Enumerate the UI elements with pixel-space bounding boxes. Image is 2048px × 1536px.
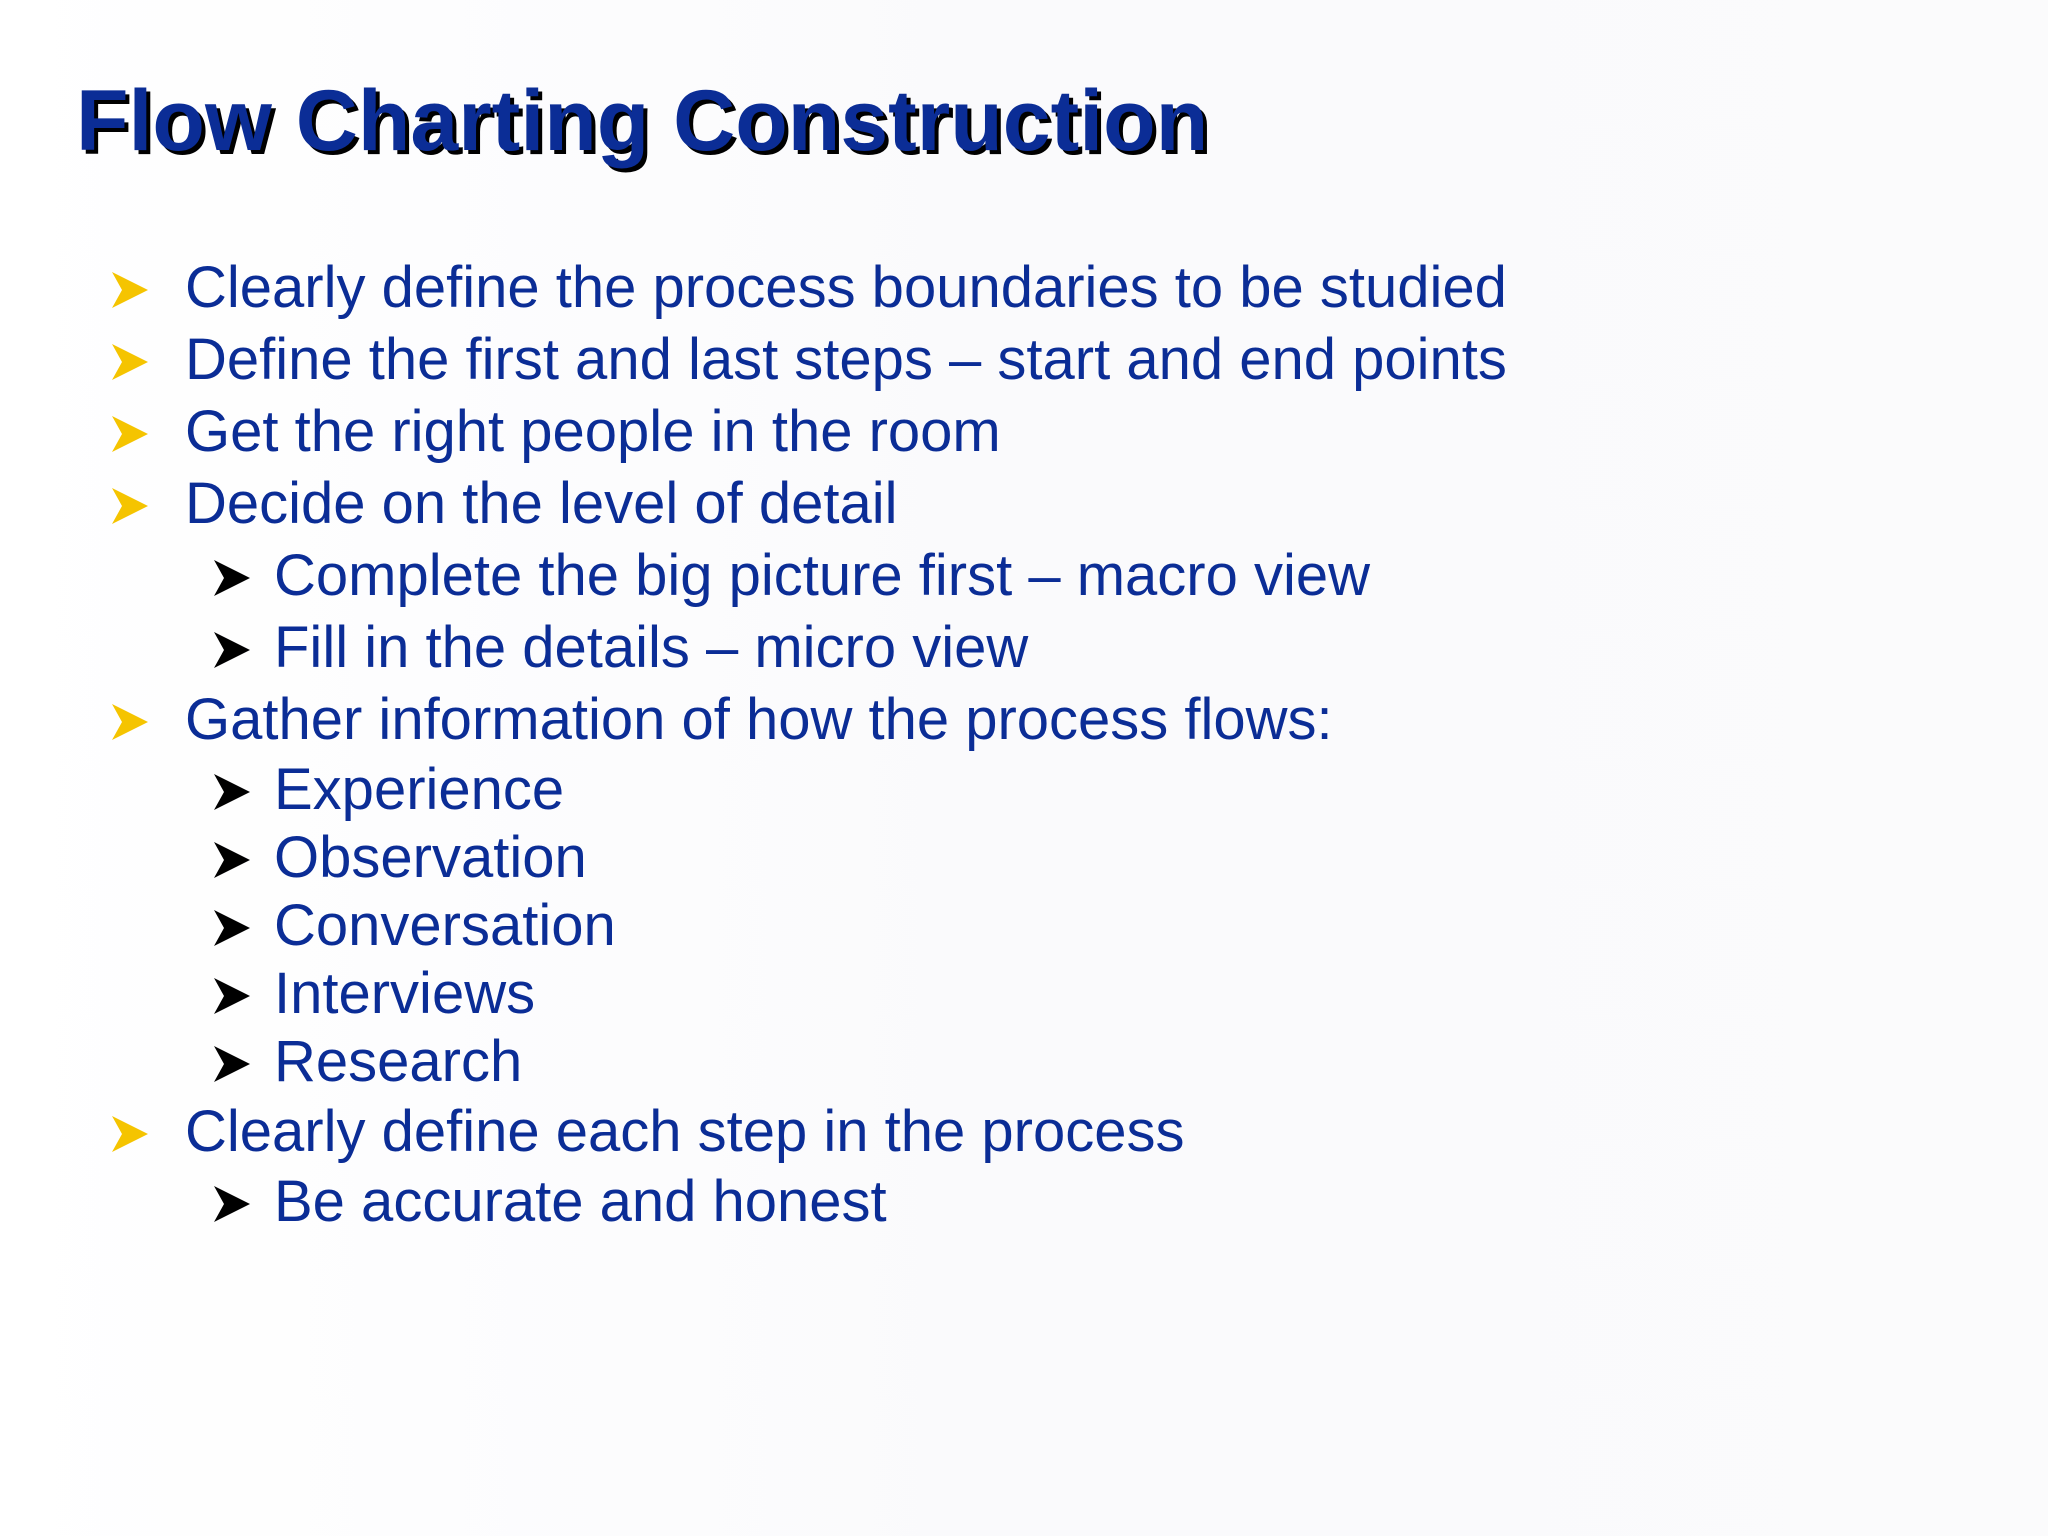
arrowhead-bullet-icon <box>212 1166 256 1238</box>
sub-bullet-text: Conversation <box>274 893 616 958</box>
arrowhead-bullet-icon <box>212 612 256 684</box>
sub-bullet-text: Complete the big picture first – macro view <box>274 543 1370 608</box>
arrowhead-bullet-icon <box>212 754 256 826</box>
arrowhead-bullet-icon <box>212 822 256 894</box>
sub-bullet-text: Experience <box>274 757 565 822</box>
bullet-text: Get the right people in the room <box>185 399 1001 464</box>
bullet-text: Decide on the level of detail <box>185 471 898 536</box>
arrowhead-bullet-icon <box>110 1096 154 1168</box>
sub-bullet-text: Fill in the details – micro view <box>274 615 1029 680</box>
arrowhead-bullet-icon <box>110 324 154 396</box>
arrowhead-bullet-icon <box>212 540 256 612</box>
bullet-text: Gather information of how the process flows: <box>185 687 1333 752</box>
arrowhead-bullet-icon <box>110 396 154 468</box>
bullet-text: Clearly define each step in the process <box>185 1099 1185 1164</box>
slide-title: Flow Charting Construction <box>76 73 1209 169</box>
arrowhead-bullet-icon <box>110 252 154 324</box>
arrowhead-bullet-icon <box>212 1026 256 1098</box>
arrowhead-bullet-icon <box>212 890 256 962</box>
sub-bullet-text: Be accurate and honest <box>274 1169 887 1234</box>
sub-bullet-text: Interviews <box>274 961 536 1026</box>
bullet-text: Clearly define the process boundaries to be studied <box>185 255 1507 320</box>
bullet-text: Define the first and last steps – start and end points <box>185 327 1507 392</box>
arrowhead-bullet-icon <box>110 468 154 540</box>
arrowhead-bullet-icon <box>212 958 256 1030</box>
sub-bullet-text: Research <box>274 1029 523 1094</box>
arrowhead-bullet-icon <box>110 684 154 756</box>
sub-bullet-text: Observation <box>274 825 587 890</box>
